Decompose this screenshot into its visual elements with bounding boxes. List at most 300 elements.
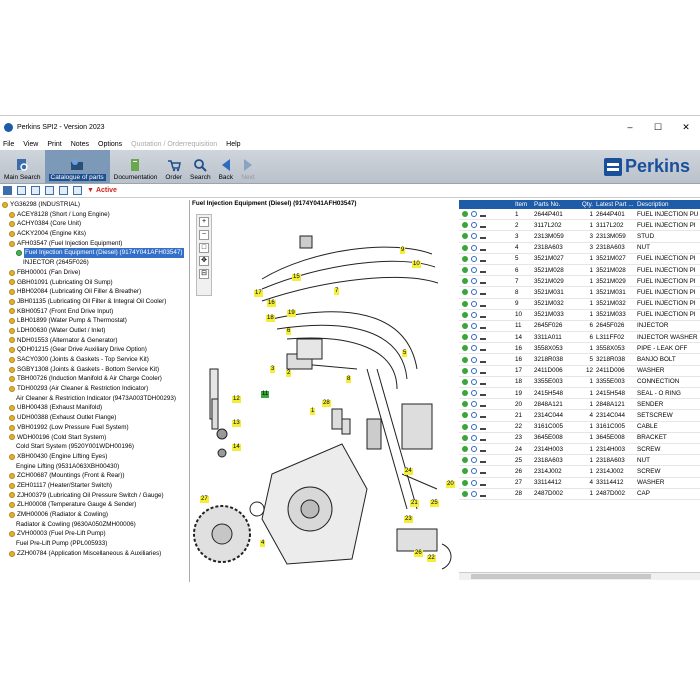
info-icon[interactable] <box>471 412 477 418</box>
tree-node[interactable] <box>2 500 189 510</box>
tree-node-icon <box>9 405 15 411</box>
window-title: Perkins SPI2 - Version 2023 <box>17 123 105 131</box>
callout-23[interactable]: 23 <box>405 516 412 522</box>
row-actions <box>459 211 515 217</box>
row-actions <box>459 401 515 407</box>
add-icon[interactable] <box>462 323 468 329</box>
tree-node[interactable] <box>2 229 189 239</box>
item-cell: 20 <box>515 400 523 408</box>
add-icon[interactable] <box>462 222 468 228</box>
add-icon[interactable] <box>462 390 468 396</box>
callout-3[interactable]: 3 <box>271 366 275 372</box>
tree-node[interactable] <box>2 278 189 288</box>
row-actions <box>459 368 515 374</box>
description-cell: FUEL INJECTION PI <box>637 288 696 296</box>
description-cell: SETSCREW <box>637 411 673 419</box>
parts-no-cell: 3558X053 <box>534 344 563 352</box>
cart-icon[interactable] <box>480 256 486 262</box>
info-icon[interactable] <box>471 480 477 486</box>
callout-10[interactable]: 10 <box>413 261 420 267</box>
callout-4[interactable]: 4 <box>261 540 265 546</box>
search-button[interactable] <box>186 150 215 183</box>
item-cell: 9 <box>515 300 519 308</box>
add-icon[interactable] <box>462 480 468 486</box>
tree-node[interactable] <box>2 394 189 404</box>
close-button[interactable]: ✕ <box>682 121 690 132</box>
parts-no-cell: 2415H548 <box>534 389 564 397</box>
tree-node-label: FBH00001 (Fan Drive) <box>17 268 81 276</box>
add-icon[interactable] <box>462 412 468 418</box>
info-icon[interactable] <box>471 457 477 463</box>
active-filter-label[interactable]: Active <box>95 187 117 194</box>
latest-part-cell: 2314J002 <box>596 467 624 475</box>
expand-tree-icon[interactable] <box>31 186 40 195</box>
latest-part-cell: 3355E003 <box>596 378 625 386</box>
order-button[interactable] <box>161 150 186 183</box>
add-icon[interactable] <box>462 491 468 497</box>
tree-node[interactable] <box>2 510 189 520</box>
cart-icon[interactable] <box>480 468 486 474</box>
collapse-tree-icon[interactable] <box>45 186 54 195</box>
item-cell: 2 <box>515 221 519 229</box>
info-icon[interactable] <box>471 278 477 284</box>
cart-icon[interactable] <box>480 379 486 385</box>
info-icon[interactable] <box>471 435 477 441</box>
parts-no-cell: 2848A121 <box>534 400 563 408</box>
table-row[interactable] <box>459 231 700 242</box>
row-actions <box>459 245 515 251</box>
callout-11[interactable]: 11 <box>262 391 269 397</box>
info-icon[interactable] <box>471 357 477 363</box>
item-cell: 23 <box>515 434 523 442</box>
tree-node-icon <box>9 531 15 537</box>
info-icon[interactable] <box>471 424 477 430</box>
tree-node-icon <box>9 221 15 227</box>
add-icon[interactable] <box>462 312 468 318</box>
tree-node-label: SGBY1308 (Joints & Gaskets - Bottom Service Kit) <box>17 365 160 373</box>
parts-no-cell: 3218R038 <box>534 356 564 364</box>
fit-page-button[interactable]: □ <box>199 243 209 253</box>
qty-cell: 1 <box>589 434 593 442</box>
info-icon[interactable] <box>471 245 477 251</box>
description-cell: NUT <box>637 244 650 252</box>
parts-no-cell: 3355E003 <box>534 378 563 386</box>
item-cell: 27 <box>515 479 523 487</box>
tree-node[interactable] <box>2 520 189 530</box>
item-cell: 26 <box>515 467 523 475</box>
callout-25[interactable]: 25 <box>431 500 438 506</box>
tree-node[interactable] <box>2 210 189 220</box>
table-row[interactable] <box>459 433 700 444</box>
tree-node[interactable] <box>2 529 189 539</box>
tree-node-label: AFH03547 (Fuel Injection Equipment) <box>17 239 123 247</box>
info-icon[interactable] <box>471 390 477 396</box>
callout-5[interactable]: 5 <box>403 350 407 356</box>
description-cell: FUEL INJECTION PI <box>637 266 696 274</box>
back-arrow-icon <box>219 158 233 172</box>
filter-icon[interactable]: ▼ <box>87 187 94 194</box>
row-actions <box>459 446 515 452</box>
table-row[interactable] <box>459 243 700 254</box>
tree-node[interactable] <box>2 258 189 268</box>
tree-node[interactable] <box>2 365 189 375</box>
tree-node[interactable] <box>2 336 189 346</box>
callout-15[interactable]: 15 <box>293 274 300 280</box>
info-icon[interactable] <box>471 468 477 474</box>
documentation-label: Documentation <box>113 174 158 181</box>
tree-node[interactable] <box>2 462 189 472</box>
row-actions <box>459 323 515 329</box>
latest-part-cell: 2314C044 <box>596 411 626 419</box>
item-cell: 3 <box>515 232 519 240</box>
tree-node[interactable] <box>2 268 189 278</box>
col-parts-no-header[interactable]: Parts No. <box>534 201 561 208</box>
table-row[interactable] <box>459 343 700 354</box>
cart-icon[interactable] <box>480 424 486 430</box>
app-window <box>0 115 700 582</box>
info-icon[interactable] <box>471 368 477 374</box>
tree-node[interactable] <box>2 219 189 229</box>
tree-node-icon <box>9 318 15 324</box>
table-row[interactable] <box>459 276 700 287</box>
callout-28[interactable]: 28 <box>323 400 330 406</box>
description-cell: SENDER <box>637 400 664 408</box>
tree-node-label: GBH01091 (Lubricating Oil Sump) <box>17 278 113 286</box>
info-icon[interactable] <box>471 267 477 273</box>
info-icon[interactable] <box>471 256 477 262</box>
tree-node[interactable] <box>2 423 189 433</box>
cart-icon[interactable] <box>480 412 486 418</box>
info-icon[interactable] <box>471 379 477 385</box>
add-icon[interactable] <box>462 457 468 463</box>
maximize-button[interactable]: ☐ <box>653 121 663 132</box>
tree-node-label: ZZH00784 (Application Miscellaneous & Auxiliaries) <box>17 549 162 557</box>
table-horizontal-scrollbar[interactable] <box>459 572 700 580</box>
table-row[interactable] <box>459 422 700 433</box>
tree-node[interactable] <box>2 326 189 336</box>
tree-node[interactable] <box>2 549 189 559</box>
catalogue-button[interactable] <box>45 150 110 183</box>
add-icon[interactable] <box>462 245 468 251</box>
add-icon[interactable] <box>462 256 468 262</box>
latest-part-cell: 2318A603 <box>596 456 625 464</box>
info-icon[interactable] <box>471 233 477 239</box>
cart-icon[interactable] <box>480 211 486 217</box>
latest-part-cell: 2411D006 <box>596 367 625 375</box>
cart-icon[interactable] <box>480 334 486 340</box>
cart-icon[interactable] <box>480 446 486 452</box>
perkins-mark-icon <box>604 158 622 176</box>
tree-node-label: XBH00430 (Engine Lifting Eyes) <box>17 452 108 460</box>
add-icon[interactable] <box>462 334 468 340</box>
row-actions <box>459 289 515 295</box>
latest-part-cell: 3521M029 <box>596 277 626 285</box>
cart-icon[interactable] <box>480 301 486 307</box>
table-row[interactable] <box>459 489 700 500</box>
table-row[interactable] <box>459 388 700 399</box>
add-icon[interactable] <box>462 435 468 441</box>
print-diagram-button[interactable]: ⊟ <box>199 269 209 279</box>
table-row[interactable] <box>459 466 700 477</box>
tree-node[interactable] <box>2 307 189 317</box>
tree-node[interactable] <box>2 539 189 549</box>
info-icon[interactable] <box>471 312 477 318</box>
tree-node[interactable] <box>2 481 189 491</box>
cart-icon[interactable] <box>480 368 486 374</box>
list-view-icon[interactable] <box>17 186 26 195</box>
add-icon[interactable] <box>462 368 468 374</box>
latest-part-cell: 2644P401 <box>596 210 625 218</box>
main-search-button[interactable] <box>0 150 45 183</box>
add-icon[interactable] <box>462 446 468 452</box>
tree-node[interactable] <box>2 355 189 365</box>
cart-icon[interactable] <box>480 289 486 295</box>
callout-18[interactable]: 18 <box>267 315 274 321</box>
callout-8[interactable]: 8 <box>347 376 351 382</box>
cart-icon[interactable] <box>480 222 486 228</box>
callout-7[interactable]: 7 <box>335 288 339 294</box>
latest-part-cell: 2314H003 <box>596 445 626 453</box>
description-cell: CONNECTION <box>637 378 680 386</box>
tree-node-label: YG36298 (INDUSTRIAL) <box>10 201 80 208</box>
table-row[interactable] <box>459 209 700 220</box>
add-icon[interactable] <box>462 345 468 351</box>
qty-cell: 1 <box>589 266 593 274</box>
table-row[interactable] <box>459 366 700 377</box>
table-row[interactable] <box>459 310 700 321</box>
zoom-in-button[interactable]: + <box>199 217 209 227</box>
description-cell: BRACKET <box>637 434 667 442</box>
tree-node[interactable] <box>2 239 189 249</box>
tree-node[interactable] <box>2 287 189 297</box>
callout-22[interactable]: 22 <box>428 555 435 561</box>
title-bar <box>0 116 700 138</box>
add-icon[interactable] <box>462 211 468 217</box>
menu-print[interactable]: Print <box>47 140 62 148</box>
qty-cell: 3 <box>589 232 593 240</box>
tree-node-icon <box>16 250 22 256</box>
add-icon[interactable] <box>462 289 468 295</box>
info-icon[interactable] <box>471 211 477 217</box>
zoom-out-button[interactable]: − <box>199 230 209 240</box>
tree-node[interactable] <box>2 345 189 355</box>
tree-node[interactable] <box>2 491 189 501</box>
item-cell: 24 <box>515 445 523 453</box>
item-cell: 10 <box>515 311 523 319</box>
add-icon[interactable] <box>462 468 468 474</box>
info-icon[interactable] <box>471 289 477 295</box>
item-cell: 5 <box>515 255 519 263</box>
tree-node[interactable] <box>2 384 189 394</box>
table-row[interactable] <box>459 399 700 410</box>
qty-cell: 1 <box>589 277 593 285</box>
tree-view-icon[interactable] <box>3 186 12 195</box>
row-actions <box>459 301 515 307</box>
add-icon[interactable] <box>462 233 468 239</box>
qty-cell: 1 <box>589 400 593 408</box>
parts-no-cell: 3645E008 <box>534 434 563 442</box>
cart-icon[interactable] <box>480 345 486 351</box>
qty-cell: 1 <box>589 467 593 475</box>
print-icon[interactable] <box>59 186 68 195</box>
next-button[interactable] <box>237 150 259 183</box>
col-item-header[interactable]: Item <box>515 201 528 208</box>
info-icon[interactable] <box>471 222 477 228</box>
tree-node-icon <box>9 367 15 373</box>
menu-view[interactable]: View <box>23 140 39 148</box>
callout-12[interactable]: 12 <box>233 396 240 402</box>
cart-icon[interactable] <box>480 233 486 239</box>
col-qty-header[interactable]: Qty. <box>581 201 593 208</box>
col-latest-header[interactable]: Latest Part ... <box>596 201 634 208</box>
cart-icon[interactable] <box>480 312 486 318</box>
add-icon[interactable] <box>462 424 468 430</box>
callout-14[interactable]: 14 <box>233 444 240 450</box>
callout-16[interactable]: 16 <box>268 300 275 306</box>
info-icon[interactable] <box>471 401 477 407</box>
info-icon[interactable] <box>471 491 477 497</box>
tree-node-label: ZJH00379 (Lubricating Oil Pressure Switch / Gauge) <box>17 491 164 499</box>
callout-24[interactable]: 24 <box>405 468 412 474</box>
info-icon[interactable] <box>471 301 477 307</box>
table-row[interactable] <box>459 377 700 388</box>
cart-icon[interactable] <box>480 401 486 407</box>
info-icon[interactable] <box>471 345 477 351</box>
parts-tree <box>0 200 190 582</box>
tree-node-icon <box>9 551 15 557</box>
zoom-controls <box>196 214 212 296</box>
parts-no-cell: 2314J002 <box>534 467 562 475</box>
callout-27[interactable]: 27 <box>201 496 208 502</box>
add-icon[interactable] <box>462 401 468 407</box>
pan-button[interactable]: ✥ <box>199 256 209 266</box>
callout-6[interactable]: 6 <box>287 328 291 334</box>
latest-part-cell: 3521M033 <box>596 311 626 319</box>
col-description-header[interactable]: Description <box>637 201 669 208</box>
menu-notes[interactable]: Notes <box>70 140 90 148</box>
parts-no-cell: 2411D006 <box>534 367 563 375</box>
callout-19[interactable]: 19 <box>288 310 295 316</box>
callout-2[interactable]: 2 <box>287 370 291 376</box>
add-icon[interactable] <box>462 278 468 284</box>
tree-node[interactable] <box>2 200 189 210</box>
qty-cell: 6 <box>589 333 593 341</box>
row-actions <box>459 267 515 273</box>
cart-icon[interactable] <box>480 357 486 363</box>
parts-no-cell: 3521M033 <box>534 311 564 319</box>
menu-options[interactable]: Options <box>98 140 123 148</box>
qty-cell: 5 <box>589 356 593 364</box>
info-icon[interactable] <box>471 446 477 452</box>
latest-part-cell: 3645E008 <box>596 434 625 442</box>
info-icon[interactable] <box>471 334 477 340</box>
scroll-thumb[interactable] <box>471 574 651 579</box>
callout-1[interactable]: 1 <box>311 408 315 414</box>
parts-no-cell: 3117L202 <box>534 221 562 229</box>
add-icon[interactable] <box>462 379 468 385</box>
tree-node[interactable] <box>2 248 189 258</box>
item-cell: 4 <box>515 244 519 252</box>
tree-node[interactable] <box>2 374 189 384</box>
cart-icon[interactable] <box>480 323 486 329</box>
table-row[interactable] <box>459 354 700 365</box>
table-row[interactable] <box>459 455 700 466</box>
table-row[interactable] <box>459 332 700 343</box>
cart-icon[interactable] <box>480 491 486 497</box>
menu-file[interactable]: File <box>3 140 15 148</box>
documentation-button[interactable] <box>110 150 162 183</box>
qty-cell: 4 <box>589 479 593 487</box>
callout-13[interactable]: 13 <box>233 420 240 426</box>
tree-node-label: WDH00196 (Cold Start System) <box>17 433 107 441</box>
row-actions <box>459 357 515 363</box>
callout-21[interactable]: 21 <box>411 500 418 506</box>
callout-26[interactable]: 26 <box>415 550 422 556</box>
cart-icon[interactable] <box>480 457 486 463</box>
tree-node-label: INJECTOR (2645F026) <box>23 259 89 267</box>
minimize-button[interactable]: – <box>627 121 633 132</box>
tree-node-label: TDH00293 (Air Cleaner & Restriction Indicator) <box>17 385 149 393</box>
cart-icon[interactable] <box>480 390 486 396</box>
tree-node[interactable] <box>2 316 189 326</box>
tree-node[interactable] <box>2 442 189 452</box>
cart-icon[interactable] <box>480 245 486 251</box>
cart-icon[interactable] <box>480 480 486 486</box>
callout-20[interactable]: 20 <box>447 481 454 487</box>
tree-node[interactable] <box>2 452 189 462</box>
tree-node[interactable] <box>2 433 189 443</box>
back-button[interactable] <box>215 150 237 183</box>
row-actions <box>459 345 515 351</box>
description-cell: FUEL INJECTION PI <box>637 311 696 319</box>
table-row[interactable] <box>459 265 700 276</box>
catalogue-label: Catalogue of parts <box>50 174 104 181</box>
table-row[interactable] <box>459 254 700 265</box>
cart-icon[interactable] <box>480 278 486 284</box>
cart-icon[interactable] <box>480 267 486 273</box>
description-cell: FUEL INJECTION PI <box>637 221 696 229</box>
table-row[interactable] <box>459 478 700 489</box>
cart-icon[interactable] <box>480 435 486 441</box>
tree-node[interactable] <box>2 471 189 481</box>
add-icon[interactable] <box>462 267 468 273</box>
parts-no-cell: 3521M029 <box>534 277 564 285</box>
add-icon[interactable] <box>462 357 468 363</box>
callout-9[interactable]: 9 <box>401 247 405 253</box>
secondary-toolbar <box>0 184 700 198</box>
table-row[interactable] <box>459 287 700 298</box>
parts-no-cell: 3161C005 <box>534 423 564 431</box>
item-cell: 28 <box>515 490 523 498</box>
add-icon[interactable] <box>462 301 468 307</box>
callout-17[interactable]: 17 <box>255 290 262 296</box>
info-icon[interactable] <box>471 323 477 329</box>
menu-help[interactable]: Help <box>226 140 241 148</box>
tree-node[interactable] <box>2 297 189 307</box>
item-cell: 18 <box>515 378 523 386</box>
table-row[interactable] <box>459 444 700 455</box>
row-actions <box>459 424 515 430</box>
export-icon[interactable] <box>73 186 82 195</box>
table-row[interactable] <box>459 410 700 421</box>
table-row[interactable] <box>459 220 700 231</box>
tree-node[interactable] <box>2 403 189 413</box>
menu-quotation[interactable]: Quotation / Orderrequisition <box>131 140 218 148</box>
table-row[interactable] <box>459 321 700 332</box>
tree-node[interactable] <box>2 413 189 423</box>
table-row[interactable] <box>459 299 700 310</box>
tree-node-icon <box>9 502 15 508</box>
